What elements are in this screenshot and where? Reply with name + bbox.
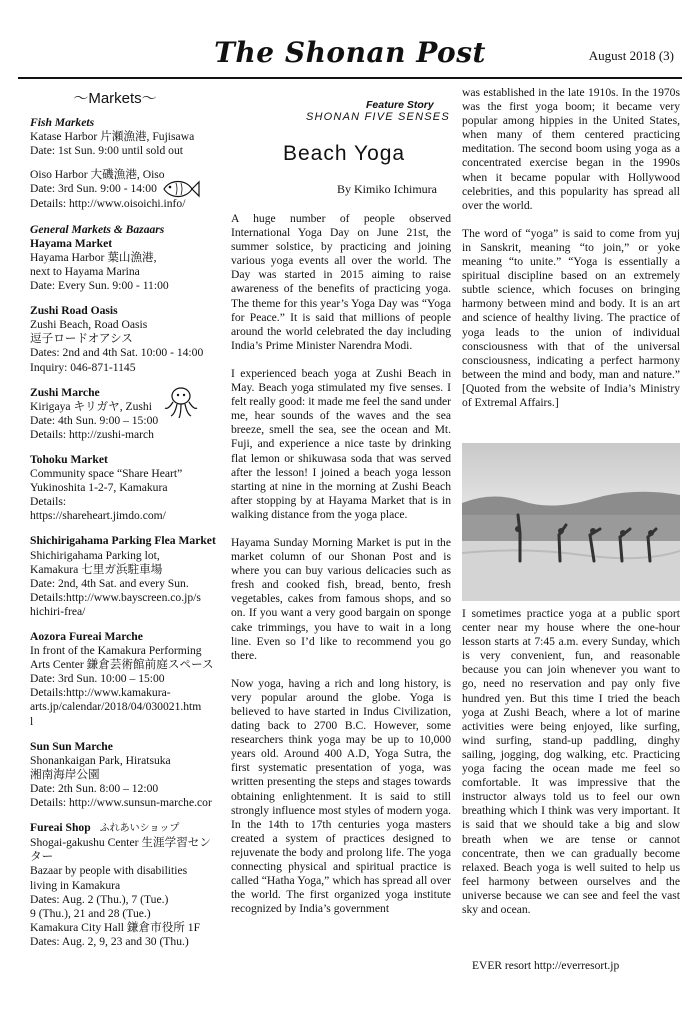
feature-subtitle: SHONAN FIVE SENSES bbox=[306, 111, 450, 123]
market-title: Fureai Shop bbox=[30, 821, 91, 835]
article-title: Beach Yoga bbox=[283, 142, 406, 165]
market-line: Shichirigahama Parking lot, bbox=[30, 548, 160, 562]
fish-icon bbox=[160, 176, 200, 202]
market-title-jp: ふれあいショップ bbox=[99, 823, 180, 835]
market-line: Shogai-gakushu Center 生涯学習セン bbox=[30, 836, 211, 850]
market-line: 9 (Thu.), 21 and 28 (Tue.) bbox=[30, 906, 151, 920]
market-line: Yukinoshita 1-2-7, Kamakura bbox=[30, 481, 168, 495]
oiso-date: Date: 3rd Sun. 9:00 - 14:00 bbox=[30, 182, 157, 196]
market-title: Aozora Fureai Marche bbox=[30, 630, 143, 643]
fish-markets-heading: Fish Markets bbox=[30, 116, 95, 130]
market-line: living in Kamakura bbox=[30, 878, 121, 892]
paragraph: Hayama Sunday Morning Market is put in the market column of our Shonan Post and is where you can buy various delicacies such as fresh and cooked fish, bread, bento, fresh vegetables, cakes from famous shops, and so on. If you want a very good bargain on sponge cake trimmings, you have to wait in a long line. Even so I’d like to recommend you go there. bbox=[231, 535, 451, 662]
paragraph: I experienced beach yoga at Zushi Beach in May. Beach yoga stimulated my five senses. I felt really good: it made me feel the sand under me, hear sounds of the waves and the sea breeze, smell the sea, see the ocean and Mt. Fuji, and experience a nice taste by drinking flat lemon or shikuwasa soda that was served after the lesson! I joined a beach yoga lesson starting at nine in the morning at Zushi Beach after stopping by at Hayama Market that is in walking distance from the yoga place. bbox=[231, 366, 451, 521]
sunsun-market bbox=[30, 740, 220, 810]
katase-line: Katase Harbor 片瀬漁港, Fujisawa bbox=[30, 130, 195, 144]
market-line: Shonankaigan Park, Hiratsuka bbox=[30, 753, 171, 767]
paragraph: I sometimes practice yoga at a public sport center near my house where the one-hour lesson starts at 7:45 a.m. every Sunday, which is very convenient, fun, and reasonable because you can join whenever you want to go, need no reservation and pay only five hundred yen. But this time I tried the beach yoga at Zushi Beach, where a lot of marine activities were being enjoyed, like surfing, wind surfing, stand-up paddling, dinghy sailing, jogging, dog walking, etc. Practicing yoga facing the ocean made me feel so comfortable. It was impressive that the instructor always told us to feel our own breathing which I think was very important. It is said that we should take a big and slow breath when we are tense or cannot concentrate, then we can gradually become relaxed. Beach yoga is well suited to help us feel harmony between ourselves and the universe because we can see and feel the vast sky and ocean. bbox=[462, 607, 680, 916]
market-title: Shichirigahama Parking Flea Market bbox=[30, 534, 216, 548]
market-line: Date: 2nd, 4th Sat. and every Sun. bbox=[30, 576, 189, 590]
market-line: Dates: Aug. 2, 9, 23 and 30 (Thu.) bbox=[30, 934, 189, 948]
market-line: Date: 3rd Sun. 10:00 – 15:00 bbox=[30, 672, 165, 686]
market-title: Sun Sun Marche bbox=[30, 739, 113, 753]
paragraph: was established in the late 1910s. In the 1970s was the first yoga boom; it became very popular among hippies in the United States, when many of them centered practicing meditation. The second boom using yoga as a concentrated exercise began in the 1990s when it became popular with Hollywood celebrities, and this popularity has spread all over the world. bbox=[462, 86, 680, 212]
market-line: hichiri-frea/ bbox=[30, 604, 86, 618]
market-title: Zushi Road Oasis bbox=[30, 304, 118, 318]
byline: By Kimiko Ichimura bbox=[337, 182, 437, 196]
market-line: Date: 2th Sun. 8:00 – 12:00 bbox=[30, 781, 159, 795]
masthead-rule bbox=[18, 77, 682, 79]
article-column-right bbox=[462, 86, 680, 424]
aozora-market bbox=[30, 630, 220, 729]
market-line: Details:http://www.bayscreen.co.jp/s bbox=[30, 590, 201, 604]
shichirigahama-market bbox=[30, 534, 220, 619]
market-line: Kamakura City Hall 鎌倉市役所 1F bbox=[30, 920, 201, 934]
market-line: Details:http://www.kamakura- bbox=[30, 686, 171, 700]
market-line: next to Hayama Marina bbox=[30, 264, 140, 278]
octopus-icon bbox=[163, 384, 199, 420]
market-line: Kamakura 七里ガ浜駐車場 bbox=[30, 562, 163, 576]
market-line: 逗子ロードオアシス bbox=[30, 332, 133, 346]
issue-date: August 2018 (3) bbox=[588, 48, 674, 63]
market-line: Date: 4th Sun. 9:00 – 15:00 bbox=[30, 413, 159, 427]
katase-date: Date: 1st Sun. 9:00 until sold out bbox=[30, 144, 183, 158]
footer-credit: EVER resort http://everresort.jp bbox=[472, 960, 620, 972]
market-line: Dates: Aug. 2 (Thu.), 7 (Tue.) bbox=[30, 892, 169, 906]
hayama-market bbox=[30, 237, 220, 293]
market-line: Date: Every Sun. 9:00 - 11:00 bbox=[30, 279, 169, 293]
market-title: Hayama Market bbox=[30, 236, 113, 250]
paragraph: A huge number of people observed International Yoga Day on June 21st, the summer solstice, by practicing and joining various yoga events all over the world. The Day was started in 2015 aiming to raise awareness of the benefits of practicing yoga. The theme for this year’s Yoga Day was “Yoga for Peace.” It is said that millions of people around the world celebrated the day including India’s Prime Minister Narendra Modi. bbox=[231, 212, 451, 352]
market-line: Details: http://zushi-march bbox=[30, 427, 154, 441]
market-line: arts.jp/calendar/2018/04/030021.htm bbox=[30, 700, 202, 714]
oiso-line: Oiso Harbor 大磯漁港, Oiso bbox=[30, 168, 165, 182]
market-line: Zushi Beach, Road Oasis bbox=[30, 318, 148, 332]
market-line: Dates: 2nd and 4th Sat. 10:00 - 14:00 bbox=[30, 346, 204, 360]
market-line: Inquiry: 046-871-1145 bbox=[30, 360, 136, 374]
article-column-right-lower bbox=[462, 607, 680, 931]
fureai-shop bbox=[30, 821, 220, 949]
beach-yoga-photo bbox=[462, 443, 680, 601]
markets-heading: ～Markets～ bbox=[73, 90, 157, 107]
market-line: Hayama Harbor 葉山漁港, bbox=[30, 250, 157, 264]
article-column-middle bbox=[231, 212, 451, 930]
market-line: Arts Center 鎌倉芸術館前庭スペース bbox=[30, 658, 214, 672]
general-markets-heading: General Markets & Bazaars bbox=[30, 222, 165, 236]
market-line: ター bbox=[30, 850, 54, 864]
paragraph: Now yoga, having a rich and long history, is very popular around the globe. Yoga is believed to have started in Indus Civilization, dating back to 2700 B.C. However, some researchers think yoga may be up to 10,000 years old. Around 400 A.D, Yoga Sutra, the first systematic presentation of yoga, was written presenting the steps and stages towards obtaining enlightenment. It is said to still strongly influence most styles of modern yoga. In the 14th to 17th centuries yoga masters created a system of practices designed to rejuvenate the body and prolong life. The yoga connecting physical and spiritual practice is called “Hatha Yoga,” which has spread all over the world. The first organized yoga institute recognized by India’s government bbox=[231, 676, 451, 916]
market-title: Tohoku Market bbox=[30, 452, 108, 466]
market-line: Details: bbox=[30, 495, 67, 509]
paragraph: The word of “yoga” is said to come from yuj in Sanskrit, meaning “to join,” or yoke meaning “to unite.” “Yoga is essentially a spiritual discipline based on an extremely subtle science, which focuses on bringing harmony between mind and body. It is an art and science of healthy living. The practice of yoga leads to the union of individual consciousness with that of the universal consciousness, indicating a perfect harmony between the mind and body, man and nature.” [Quoted from the website of India’s Ministry of Extremal Affairs.] bbox=[462, 226, 680, 409]
market-line: 湘南海岸公園 bbox=[30, 767, 100, 781]
oiso-details: Details: http://www.oisoichi.info/ bbox=[30, 196, 186, 210]
markets-column bbox=[30, 92, 220, 960]
market-line: Community space “Share Heart” bbox=[30, 467, 183, 481]
market-title: Zushi Marche bbox=[30, 385, 100, 399]
market-line: l bbox=[30, 714, 34, 728]
tohoku-market bbox=[30, 453, 220, 523]
market-line: In front of the Kamakura Performing bbox=[30, 644, 202, 658]
market-line: https://shareheart.jimdo.com/ bbox=[30, 509, 166, 523]
feature-label: Feature Story bbox=[366, 99, 434, 111]
paper-title: The Shonan Post bbox=[214, 36, 486, 69]
market-line: Kirigaya キリガヤ, Zushi bbox=[30, 399, 152, 413]
market-line: Details: http://www.sunsun-marche.cor bbox=[30, 796, 212, 810]
zushi-oasis bbox=[30, 304, 220, 374]
market-line: Bazaar by people with disabilities bbox=[30, 864, 188, 878]
